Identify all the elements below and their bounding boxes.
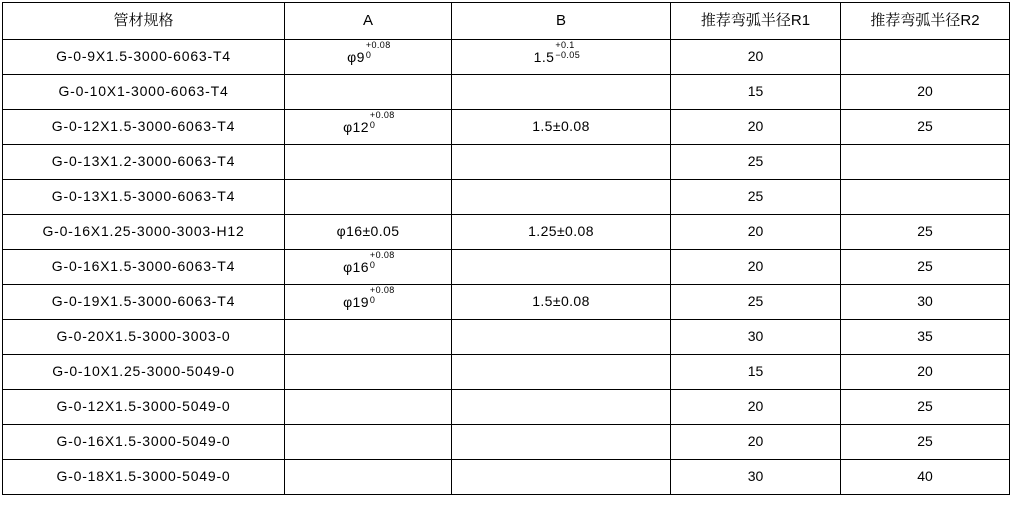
cell-r1: 25	[671, 180, 841, 215]
cell-spec	[3, 355, 285, 390]
spec-text: G-0-16X1.5-3000-5049-0	[56, 433, 231, 450]
value-base: φ16±0.05	[336, 223, 400, 240]
value-base: 1.5±0.08	[532, 293, 590, 310]
spec-text: G-0-13X1.2-3000-6063-T4	[51, 153, 236, 170]
table-header-row	[3, 3, 1010, 40]
cell-spec	[3, 425, 285, 460]
tolerance-upper: +0.08	[369, 250, 395, 261]
cell-r1: 25	[671, 285, 841, 320]
tolerance-lower: 0	[369, 295, 376, 306]
cell-b	[452, 425, 671, 460]
pipe-spec-table	[2, 2, 1010, 495]
value-base: φ9	[347, 49, 365, 66]
tolerance-lower: 0	[369, 120, 376, 131]
table-row	[3, 250, 1010, 285]
cell-b	[452, 145, 671, 180]
table-row	[3, 355, 1010, 390]
cell-a	[285, 250, 452, 285]
cell-r2: 25	[841, 425, 1010, 460]
cell-a	[285, 320, 452, 355]
table-row	[3, 40, 1010, 75]
cell-r1: 15	[671, 355, 841, 390]
cell-a	[285, 75, 452, 110]
cell-r1: 20	[671, 40, 841, 75]
cell-r2: 25	[841, 390, 1010, 425]
cell-r1: 30	[671, 320, 841, 355]
cell-spec	[3, 75, 285, 110]
cell-a	[285, 180, 452, 215]
value-base: 1.25±0.08	[528, 223, 594, 240]
column-header-a: A	[285, 3, 452, 40]
table-row	[3, 180, 1010, 215]
tolerance-lower: 0	[365, 50, 372, 61]
spec-text: G-0-20X1.5-3000-3003-0	[56, 328, 231, 345]
table-row	[3, 320, 1010, 355]
cell-r2: 35	[841, 320, 1010, 355]
value-base: 1.5	[533, 49, 555, 66]
spec-text: G-0-9X1.5-3000-6063-T4	[56, 48, 231, 65]
value-base: φ12	[343, 119, 369, 136]
column-header-spec: 管材规格	[3, 3, 285, 40]
spec-text: G-0-10X1-3000-6063-T4	[58, 83, 229, 100]
table-row	[3, 215, 1010, 250]
tolerance-upper: +0.08	[369, 110, 395, 121]
cell-r1: 20	[671, 215, 841, 250]
spec-text: G-0-18X1.5-3000-5049-0	[56, 468, 231, 485]
cell-r2: 20	[841, 355, 1010, 390]
cell-r1: 20	[671, 250, 841, 285]
cell-r2: 20	[841, 75, 1010, 110]
cell-spec	[3, 40, 285, 75]
tolerance-upper: +0.1	[555, 40, 575, 51]
table-body	[3, 40, 1010, 495]
cell-spec	[3, 285, 285, 320]
spec-text: G-0-16X1.25-3000-3003-H12	[42, 223, 245, 240]
value-base: 1.5±0.08	[532, 118, 590, 135]
cell-b	[452, 40, 671, 75]
cell-r1: 20	[671, 425, 841, 460]
cell-r2: 25	[841, 215, 1010, 250]
table-row	[3, 390, 1010, 425]
cell-a	[285, 460, 452, 495]
cell-spec	[3, 460, 285, 495]
table-row	[3, 460, 1010, 495]
table-row	[3, 285, 1010, 320]
cell-b	[452, 320, 671, 355]
value-base: φ19	[343, 294, 369, 311]
cell-spec	[3, 145, 285, 180]
cell-r2	[841, 40, 1010, 75]
cell-b	[452, 285, 671, 320]
cell-a	[285, 110, 452, 145]
cell-r1: 30	[671, 460, 841, 495]
spec-text: G-0-19X1.5-3000-6063-T4	[51, 293, 236, 310]
tolerance-upper: +0.08	[365, 40, 391, 51]
tolerance-lower: −0.05	[555, 50, 581, 61]
cell-b	[452, 110, 671, 145]
table-row	[3, 425, 1010, 460]
cell-a	[285, 215, 452, 250]
cell-spec	[3, 320, 285, 355]
cell-a	[285, 355, 452, 390]
cell-r2: 25	[841, 250, 1010, 285]
cell-r1: 20	[671, 110, 841, 145]
spec-text: G-0-12X1.5-3000-6063-T4	[51, 118, 236, 135]
cell-b	[452, 75, 671, 110]
cell-b	[452, 390, 671, 425]
cell-b	[452, 460, 671, 495]
spec-text: G-0-12X1.5-3000-5049-0	[56, 398, 231, 415]
spec-text: G-0-16X1.5-3000-6063-T4	[51, 258, 236, 275]
cell-b	[452, 250, 671, 285]
cell-spec	[3, 250, 285, 285]
cell-r2: 40	[841, 460, 1010, 495]
cell-b	[452, 180, 671, 215]
cell-spec	[3, 215, 285, 250]
cell-spec	[3, 110, 285, 145]
cell-r2	[841, 180, 1010, 215]
cell-a	[285, 40, 452, 75]
spec-text: G-0-13X1.5-3000-6063-T4	[51, 188, 236, 205]
table-row	[3, 110, 1010, 145]
table-row	[3, 145, 1010, 180]
cell-a	[285, 390, 452, 425]
cell-r2: 25	[841, 110, 1010, 145]
cell-b	[452, 215, 671, 250]
column-header-b: B	[452, 3, 671, 40]
column-header-r2: 推荐弯弧半径R2	[841, 3, 1010, 40]
table-row	[3, 75, 1010, 110]
column-header-r1: 推荐弯弧半径R1	[671, 3, 841, 40]
cell-spec	[3, 180, 285, 215]
cell-a	[285, 425, 452, 460]
cell-r2	[841, 145, 1010, 180]
cell-r2: 30	[841, 285, 1010, 320]
cell-a	[285, 145, 452, 180]
cell-spec	[3, 390, 285, 425]
value-base: φ16	[343, 259, 369, 276]
cell-r1: 20	[671, 390, 841, 425]
cell-r1: 25	[671, 145, 841, 180]
cell-a	[285, 285, 452, 320]
cell-r1: 15	[671, 75, 841, 110]
tolerance-upper: +0.08	[369, 285, 395, 296]
cell-b	[452, 355, 671, 390]
spec-text: G-0-10X1.25-3000-5049-0	[52, 363, 235, 380]
tolerance-lower: 0	[369, 260, 376, 271]
